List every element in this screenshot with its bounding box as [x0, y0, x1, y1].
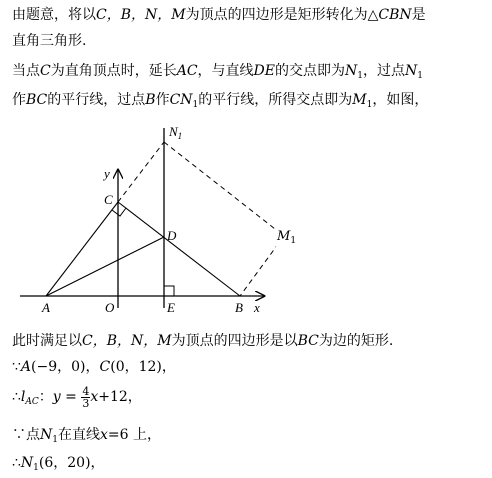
label-E: E: [167, 300, 175, 314]
right-angle-C: [112, 208, 126, 216]
text-run: BC: [297, 333, 319, 349]
text-run: DE: [253, 63, 275, 79]
text-run: 为顶点的四边形是以: [171, 333, 298, 349]
text-run: BC: [26, 92, 48, 108]
dashed-N1M1: [164, 142, 276, 236]
label-B: B: [235, 300, 243, 314]
text-line-3: [12, 61, 423, 86]
denominator: 3: [82, 396, 90, 410]
text-run: x: [99, 427, 108, 443]
label-M1: [277, 229, 296, 246]
text-line-8: [12, 425, 161, 450]
text-run: C，B，N，M: [96, 7, 186, 23]
text-run: y: [52, 389, 61, 405]
text-run: ∵: [12, 359, 21, 375]
text-run: ∵点: [12, 427, 40, 443]
text-run: 为直角顶点时，延长: [50, 63, 177, 79]
text-line-6: [12, 357, 176, 377]
subscript: AC: [25, 397, 39, 407]
subscript: 1: [290, 236, 297, 246]
text-run: M: [352, 92, 367, 108]
text-run: =6 上，: [107, 427, 161, 443]
text-run: 在直线: [57, 427, 100, 443]
geometry-figure: [16, 122, 276, 314]
label-N1: $N_1$: [169, 124, 183, 141]
text-run: AC: [176, 63, 198, 79]
text-line-5: [12, 331, 393, 351]
text-run: ，如图，: [372, 92, 429, 108]
text-run: A: [20, 359, 32, 375]
text-run: 直角三角形.: [12, 33, 87, 49]
label-C: C: [104, 192, 113, 207]
text-run: 由题意，将以: [12, 7, 96, 23]
right-angle-E: [164, 286, 174, 296]
text-run: CBN: [378, 7, 412, 23]
text-run: 的交点即为: [275, 63, 345, 79]
text-run: =: [60, 389, 82, 405]
segment-CB: [118, 202, 240, 296]
segment-AD: [46, 237, 164, 296]
text-run: N: [20, 455, 34, 471]
text-run: B: [145, 92, 156, 108]
text-run: 为顶点的四边形是矩形转化为△: [185, 7, 379, 23]
subscript: 1: [357, 71, 363, 81]
text-run: C，B，N，M: [82, 333, 172, 349]
fraction: [81, 386, 90, 409]
subscript: 1: [417, 71, 423, 81]
text-run: 是: [411, 7, 426, 23]
label-D: D: [167, 228, 177, 243]
text-run: N: [40, 427, 53, 443]
dashed-CN1: [118, 142, 164, 202]
text-run: 作: [155, 92, 170, 108]
subscript: 1: [192, 100, 199, 110]
text-run: N: [345, 63, 358, 79]
text-run: 作: [12, 92, 26, 108]
text-run: ：: [38, 389, 53, 405]
text-run: C: [40, 63, 51, 79]
text-run: CN: [169, 92, 193, 108]
text-run: ∴: [12, 389, 21, 405]
label-y: y: [104, 166, 110, 181]
text-run: ，过点: [362, 63, 405, 79]
text-line-7: [12, 384, 142, 415]
text-run: 当点: [12, 63, 40, 79]
text-run: C: [99, 359, 111, 375]
label-A: A: [42, 300, 50, 314]
segment-AC: [46, 202, 118, 296]
text-line-1: [12, 5, 426, 25]
subscript: 1: [366, 100, 373, 110]
text-line-4: [12, 90, 428, 115]
text-run: 为边的矩形.: [318, 333, 394, 349]
text-run: +12，: [98, 389, 142, 405]
label-x: x: [254, 300, 260, 314]
text-run: l: [20, 389, 26, 405]
text-line-2: [12, 31, 86, 51]
text-run: (0，12)，: [110, 359, 176, 375]
text-run: x: [90, 389, 99, 405]
numerator: 4: [82, 384, 90, 398]
subscript: 1: [52, 435, 58, 445]
label-O: O: [105, 300, 115, 314]
text-run: 此时满足以: [12, 333, 82, 349]
text-run: ，与直线: [197, 63, 254, 79]
text-line-9: [12, 453, 105, 478]
text-run: 的平行线，所得交点即为: [198, 92, 353, 108]
dashed-M1B: [240, 236, 276, 296]
text-run: ∴: [12, 455, 21, 471]
text-run: N: [404, 63, 418, 79]
text-run: 的平行线，过点: [47, 92, 146, 108]
subscript: 1: [33, 463, 39, 473]
text-run: (−9，0)，: [31, 359, 100, 375]
text-run: (6，20)，: [38, 455, 105, 471]
label-M: M: [277, 229, 291, 244]
